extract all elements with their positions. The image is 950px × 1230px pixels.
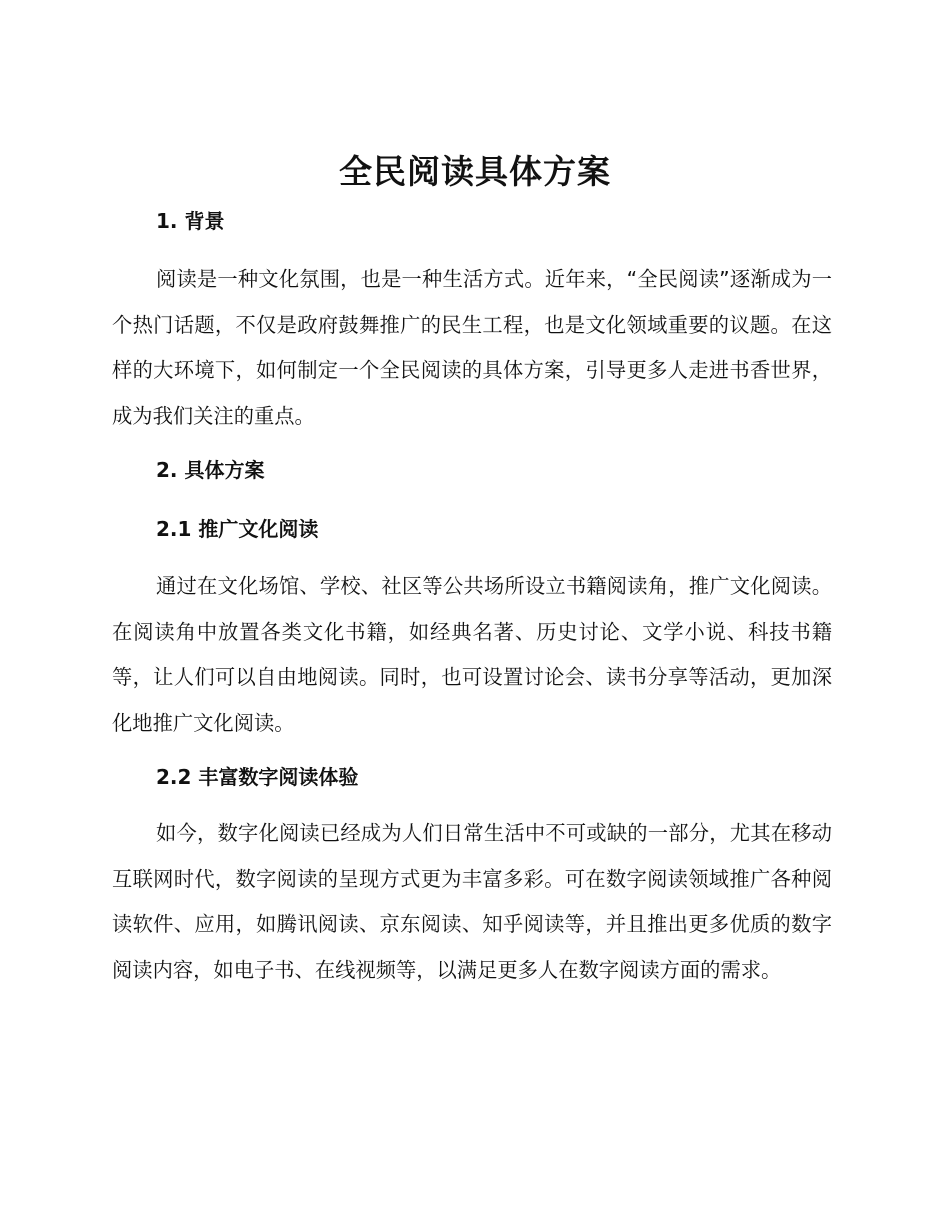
document-title: 全民阅读具体方案 <box>339 152 611 191</box>
section-heading-culture-reading: 2.1 推广文化阅读 <box>156 517 319 541</box>
paragraph-digital-reading: 如今，数字化阅读已经成为人们日常生活中不可或缺的一部分，尤其在移动互联网时代，数字阅读的呈现方式更为丰富多彩。可在数字阅读领域推广各种阅读软件、应用，如腾讯阅读、京东阅读、知乎阅读等，并且推出更多优质的数字阅读内容，如电子书、在线视频等，以满足更多人在数字阅读方面的需求。 <box>112 821 832 982</box>
section-heading-background: 1. 背景 <box>156 209 225 233</box>
paragraph-culture-reading: 通过在文化场馆、学校、社区等公共场所设立书籍阅读角，推广文化阅读。在阅读角中放置各类文化书籍，如经典名著、历史讨论、文学小说、科技书籍等，让人们可以自由地阅读。同时，也可设置讨论会、读书分享等活动，更加深化地推广文化阅读。 <box>112 574 832 735</box>
paragraph-background: 阅读是一种文化氛围，也是一种生活方式。近年来，“全民阅读”逐渐成为一个热门话题，不仅是政府鼓舞推广的民生工程，也是文化领域重要的议题。在这样的大环境下，如何制定一个全民阅读的具体方案，引导更多人走进书香世界，成为我们关注的重点。 <box>112 267 832 428</box>
section-heading-plan: 2. 具体方案 <box>156 458 265 482</box>
section-heading-digital-reading: 2.2 丰富数字阅读体验 <box>156 765 359 789</box>
